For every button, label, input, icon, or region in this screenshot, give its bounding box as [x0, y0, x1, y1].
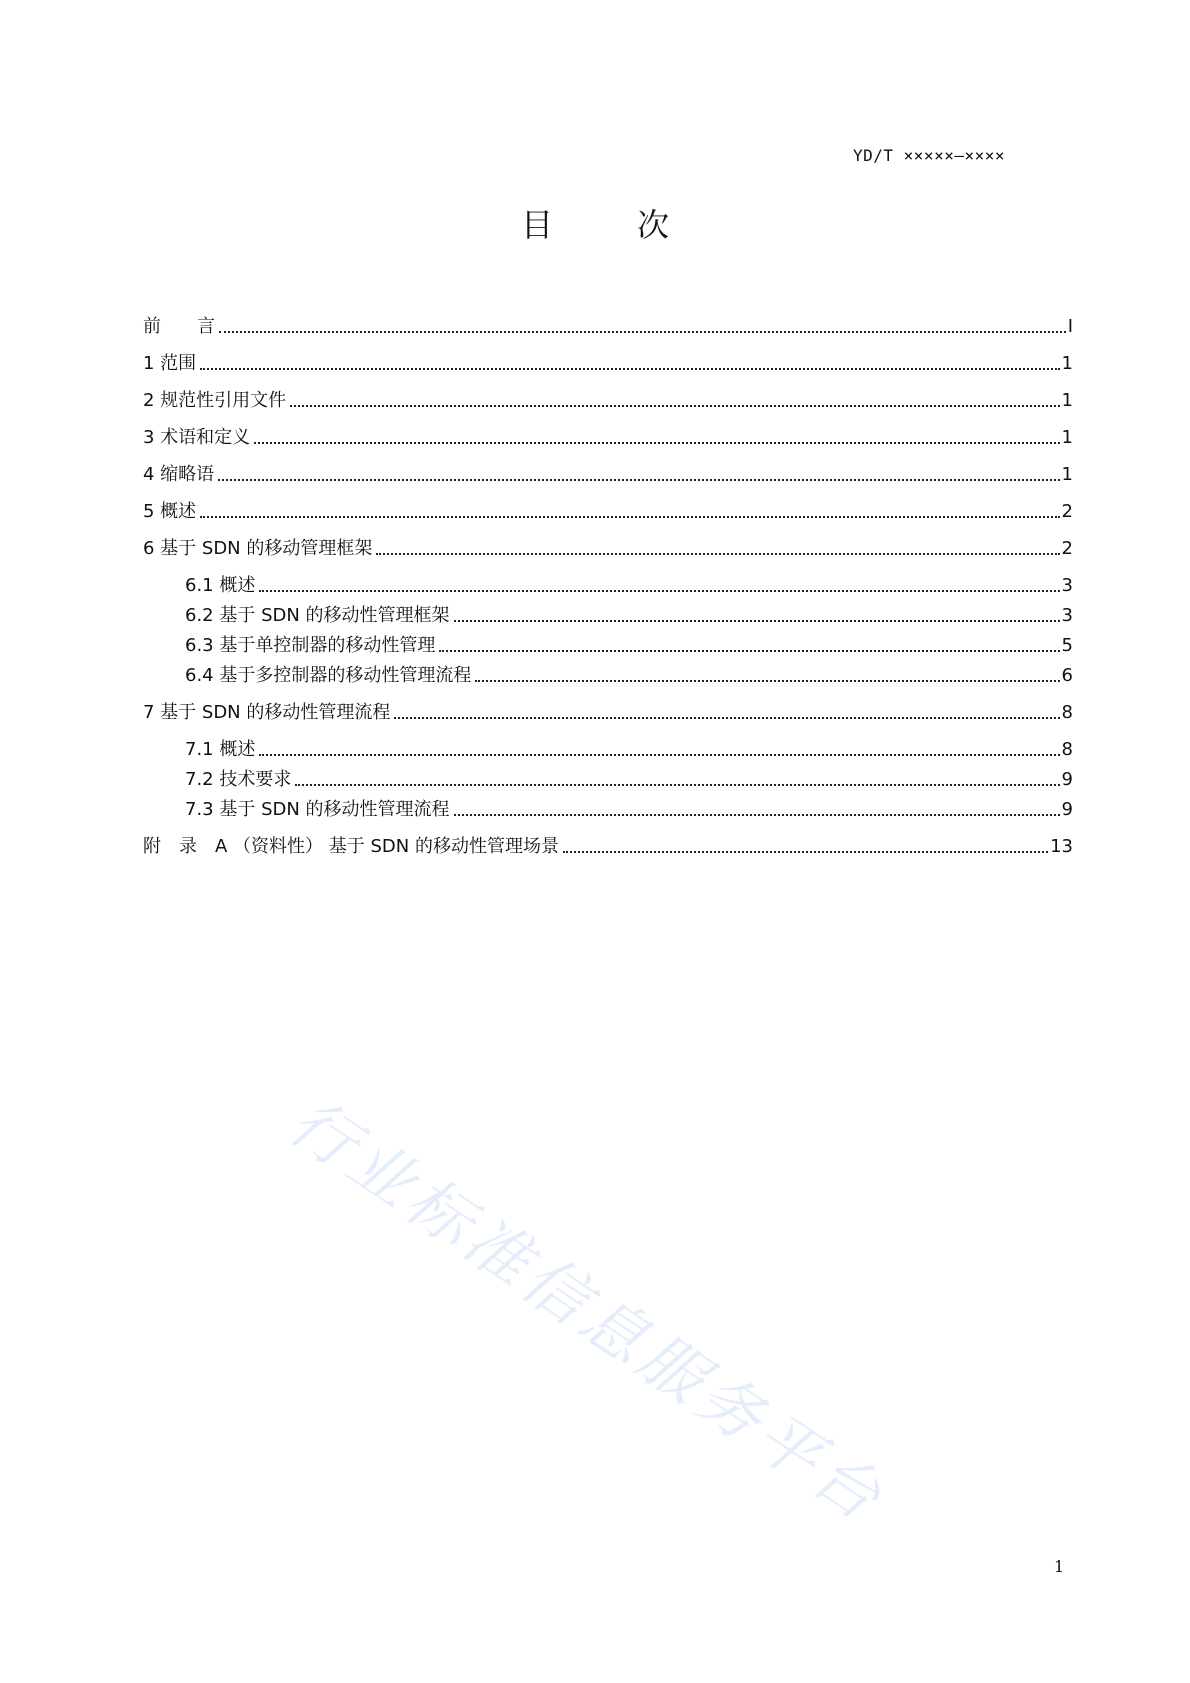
document-code: YD/T ×××××—×××× — [853, 146, 1005, 165]
toc-leader-dots — [376, 552, 1059, 555]
toc-entry-page: 1 — [1061, 464, 1073, 485]
toc-leader-dots — [394, 716, 1059, 719]
toc-entry-page: 5 — [1061, 635, 1073, 656]
toc-entry-section-7-3[interactable] — [185, 795, 1073, 821]
toc-entry-label: 6.4 基于多控制器的移动性管理流程 — [185, 665, 472, 686]
toc-leader-dots — [295, 783, 1059, 786]
toc-entry-label: 前 言 — [143, 316, 215, 337]
toc-entry-label: 1 范围 — [143, 353, 197, 374]
toc-entry-page: 2 — [1061, 501, 1073, 522]
toc-entry-label: 7.2 技术要求 — [185, 769, 292, 790]
toc-entry-normative-references[interactable] — [143, 386, 1073, 412]
toc-entry-overview[interactable] — [143, 497, 1073, 523]
toc-leader-dots — [218, 478, 1059, 481]
toc-leader-dots — [259, 589, 1059, 592]
toc-entry-page: 9 — [1061, 799, 1073, 820]
toc-entry-page: I — [1067, 316, 1073, 337]
toc-leader-dots — [475, 679, 1059, 682]
page-title: 目 次 — [520, 206, 695, 244]
watermark: 行业标准信息服务平台 — [275, 1085, 898, 1539]
toc-leader-dots — [200, 515, 1059, 518]
toc-entry-page: 1 — [1061, 390, 1073, 411]
toc-entry-label: 6.2 基于 SDN 的移动性管理框架 — [185, 605, 450, 626]
toc-entry-label: 6.1 概述 — [185, 575, 256, 596]
page-number: 1 — [1054, 1557, 1065, 1576]
toc-entry-label: 2 规范性引用文件 — [143, 390, 287, 411]
toc-entry-page: 3 — [1061, 575, 1073, 596]
toc-entry-label: 7.1 概述 — [185, 739, 256, 760]
toc-entry-section-6[interactable] — [143, 534, 1073, 560]
toc-entry-page: 6 — [1061, 665, 1073, 686]
toc-entry-page: 8 — [1061, 702, 1073, 723]
toc-entry-section-7-1[interactable] — [185, 735, 1073, 761]
toc-entry-page: 8 — [1061, 739, 1073, 760]
toc-entry-label: 6 基于 SDN 的移动管理框架 — [143, 538, 373, 559]
toc-leader-dots — [454, 619, 1060, 622]
toc-leader-dots — [439, 649, 1059, 652]
toc-entry-foreword[interactable] — [143, 312, 1073, 338]
toc-entry-page: 1 — [1061, 353, 1073, 374]
toc-leader-dots — [290, 404, 1059, 407]
toc-entry-section-7-2[interactable] — [185, 765, 1073, 791]
toc-entry-label: 附 录 A （资料性） 基于 SDN 的移动性管理场景 — [143, 836, 559, 857]
toc-leader-dots — [259, 753, 1059, 756]
toc-entry-abbreviations[interactable] — [143, 460, 1073, 486]
toc-entry-label: 4 缩略语 — [143, 464, 215, 485]
toc-entry-label: 5 概述 — [143, 501, 197, 522]
toc-entry-page: 3 — [1061, 605, 1073, 626]
toc-entry-label: 7 基于 SDN 的移动性管理流程 — [143, 702, 391, 723]
toc-entry-label: 3 术语和定义 — [143, 427, 251, 448]
toc-entry-page: 2 — [1061, 538, 1073, 559]
toc-entry-label: 7.3 基于 SDN 的移动性管理流程 — [185, 799, 450, 820]
toc-leader-dots — [219, 330, 1066, 333]
toc-entry-terms[interactable] — [143, 423, 1073, 449]
toc-entry-section-6-4[interactable] — [185, 661, 1073, 687]
toc-entry-section-6-2[interactable] — [185, 601, 1073, 627]
toc-entry-page: 9 — [1061, 769, 1073, 790]
toc-leader-dots — [200, 367, 1059, 370]
toc-leader-dots — [454, 813, 1060, 816]
toc-entry-label: 6.3 基于单控制器的移动性管理 — [185, 635, 436, 656]
toc-entry-page: 13 — [1050, 836, 1073, 857]
toc-leader-dots — [563, 850, 1048, 853]
toc-entry-section-6-1[interactable] — [185, 571, 1073, 597]
toc-entry-page: 1 — [1061, 427, 1073, 448]
toc-entry-appendix-a[interactable] — [143, 832, 1073, 858]
toc-entry-section-7[interactable] — [143, 698, 1073, 724]
toc-entry-scope[interactable] — [143, 349, 1073, 375]
toc-leader-dots — [254, 441, 1059, 444]
toc-entry-section-6-3[interactable] — [185, 631, 1073, 657]
